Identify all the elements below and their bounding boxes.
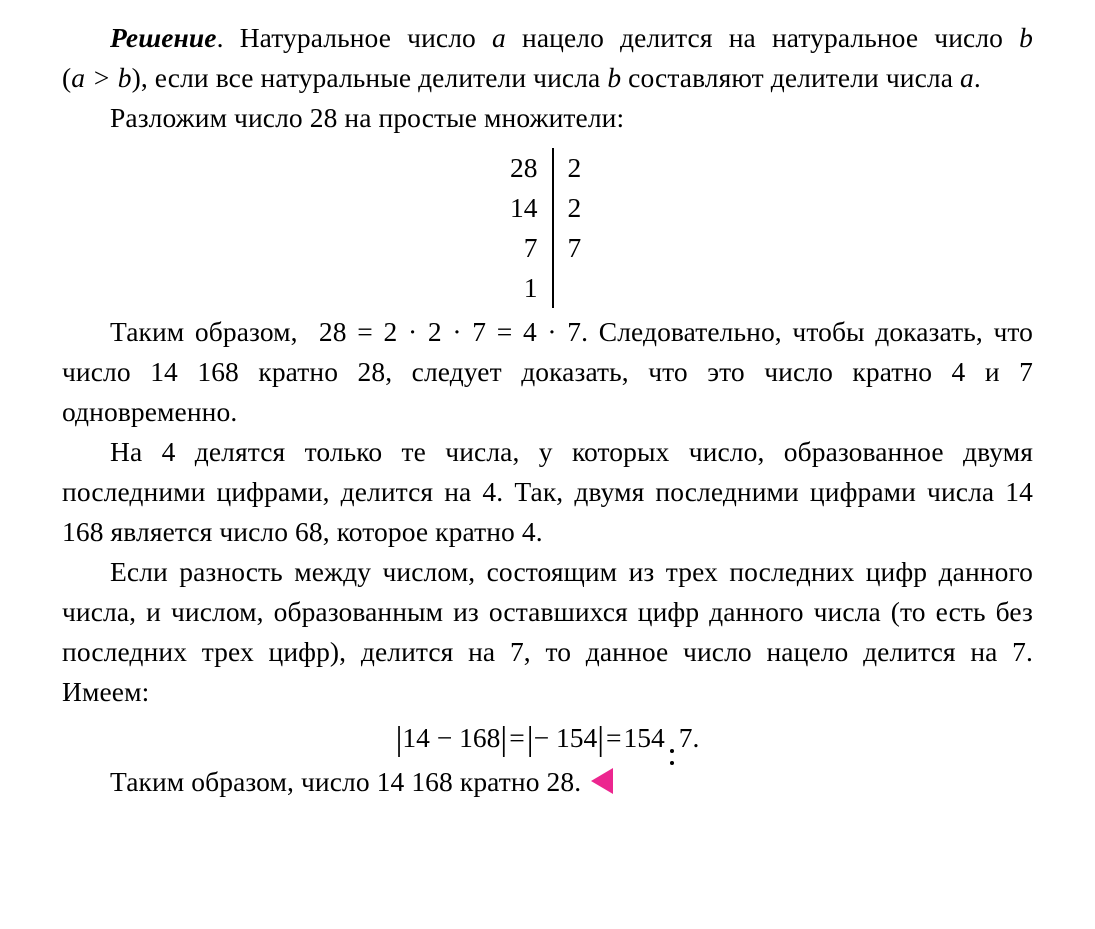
solution-text-1: . Натуральное число: [216, 22, 493, 53]
formula-28-decomposition: 28 = 2 · 2 · 7 = 4 · 7: [318, 316, 582, 347]
formula-period: .: [692, 722, 700, 753]
solution-text-3: (: [62, 62, 72, 93]
factorization-dividend: 1: [523, 272, 538, 303]
paragraph-final-conclusion: [62, 762, 1033, 802]
table-row: [468, 188, 628, 228]
factorization-factor: 7: [553, 228, 628, 268]
conclusion-lead: Таким образом,: [110, 316, 298, 347]
variable-a-2: a: [960, 62, 974, 93]
factorization-block: [62, 148, 1033, 308]
formula-absolute-difference: [62, 718, 1033, 758]
final-conclusion-text: Таким образом, число 14 168 кратно 28.: [110, 766, 582, 797]
solution-label: Решение: [110, 22, 217, 53]
bar-open-2: |: [526, 721, 534, 758]
expression-154: 154: [623, 722, 665, 753]
variable-b: b: [1019, 22, 1033, 53]
paragraph-factorize-intro: Разложим число 28 на простые множители:: [110, 102, 625, 133]
table-row: [468, 148, 628, 188]
expression-14-minus-168: 14 − 168: [402, 722, 501, 753]
expression-minus-154: − 154: [533, 722, 598, 753]
factorization-dividend: 14: [510, 192, 538, 223]
bar-close-1: |: [500, 721, 508, 758]
paragraph-divisible-by-4: На 4 делятся только те числа, у которых число, образованное двумя последними цифрами, делится на 4. Так, двумя последними цифрами числа 14 168 является число 68, которое кратно 4.: [62, 436, 1033, 547]
factorization-dividend: 28: [510, 152, 538, 183]
condition-a-greater-b: a > b: [71, 62, 132, 93]
conclusion-tail: . Следовательно, чтобы доказать, что число 14 168 кратно 28, следует доказать, что это число кратно 4 и 7 одновременно.: [62, 316, 1033, 427]
factorization-factor: 2: [553, 188, 628, 228]
factorization-dividend: 7: [523, 232, 538, 263]
variable-b-2: b: [607, 62, 622, 93]
factorization-table: [468, 148, 628, 308]
table-row: [468, 228, 628, 268]
solution-text-4: ), если все натуральные делители числа: [131, 62, 608, 93]
bar-open-1: |: [395, 721, 403, 758]
equals-sign-1: =: [509, 722, 525, 753]
table-row: [468, 268, 628, 308]
end-of-proof-triangle-icon: [591, 768, 613, 794]
solution-text-6: .: [973, 62, 981, 93]
solution-text-2: нацело делится на натуральное число: [505, 22, 1020, 53]
bar-close-2: |: [597, 721, 605, 758]
solution-text-5: составляют делители числа: [621, 62, 960, 93]
factorization-factor: 2: [553, 148, 628, 188]
equals-sign-2: =: [606, 722, 622, 753]
paragraph-conclusion-28: [62, 312, 1033, 432]
variable-a: a: [492, 22, 506, 53]
factorization-factor: [553, 268, 628, 308]
paragraph-solution: [62, 18, 1033, 98]
paragraph-divisible-by-7: Если разность между числом, состоящим из трех последних цифр данного числа, и числом, образованным из оставшихся цифр данного числа (то есть без последних трех цифр), делится на 7, то данное число нацело делится на 7. Имеем:: [62, 556, 1033, 707]
expression-7: 7: [678, 722, 693, 753]
